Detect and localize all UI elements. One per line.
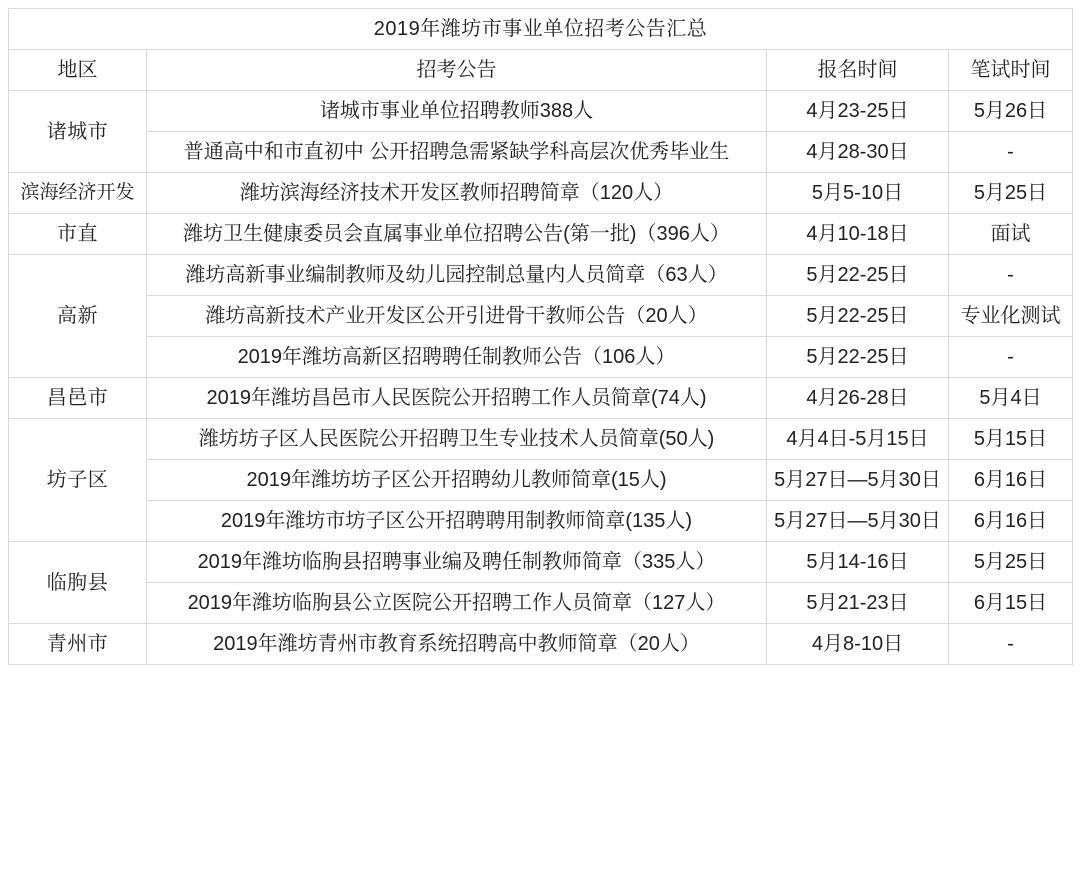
notice-link[interactable]: 2019年潍坊坊子区公开招聘幼儿教师简章(15人) [147, 460, 767, 501]
exam-time: 5月15日 [949, 419, 1073, 460]
notice-link[interactable]: 诸城市事业单位招聘教师388人 [147, 91, 767, 132]
signup-time: 5月22-25日 [767, 296, 949, 337]
table-row [9, 173, 1073, 214]
column-header-signup-time: 报名时间 [767, 50, 949, 91]
signup-time: 5月27日—5月30日 [767, 501, 949, 542]
notice-link[interactable]: 2019年潍坊青州市教育系统招聘高中教师简章（20人） [147, 624, 767, 665]
table-row [9, 296, 1073, 337]
signup-time: 5月14-16日 [767, 542, 949, 583]
notice-link[interactable]: 潍坊卫生健康委员会直属事业单位招聘公告(第一批)（396人） [147, 214, 767, 255]
column-header-region: 地区 [9, 50, 147, 91]
table-header-row [9, 50, 1073, 91]
region-cell: 市直 [9, 214, 147, 255]
signup-time: 4月26-28日 [767, 378, 949, 419]
table-title: 2019年潍坊市事业单位招考公告汇总 [9, 9, 1073, 50]
signup-time: 5月21-23日 [767, 583, 949, 624]
table-row [9, 132, 1073, 173]
exam-time: 面试 [949, 214, 1073, 255]
exam-time: - [949, 624, 1073, 665]
table-row [9, 337, 1073, 378]
table-row [9, 91, 1073, 132]
region-cell: 昌邑市 [9, 378, 147, 419]
signup-time: 5月22-25日 [767, 255, 949, 296]
table-row [9, 624, 1073, 665]
table-row [9, 255, 1073, 296]
table-row [9, 378, 1073, 419]
signup-time: 5月5-10日 [767, 173, 949, 214]
table-row [9, 460, 1073, 501]
column-header-exam-time: 笔试时间 [949, 50, 1073, 91]
exam-time: 5月26日 [949, 91, 1073, 132]
table-row [9, 419, 1073, 460]
exam-time: 6月15日 [949, 583, 1073, 624]
exam-time: 专业化测试 [949, 296, 1073, 337]
notice-link[interactable]: 2019年潍坊临朐县公立医院公开招聘工作人员简章（127人） [147, 583, 767, 624]
notice-link[interactable]: 2019年潍坊昌邑市人民医院公开招聘工作人员简章(74人) [147, 378, 767, 419]
exam-time: - [949, 132, 1073, 173]
table-title-row [9, 9, 1073, 50]
signup-time: 5月27日—5月30日 [767, 460, 949, 501]
signup-time: 4月23-25日 [767, 91, 949, 132]
notice-link[interactable]: 潍坊滨海经济技术开发区教师招聘简章（120人） [147, 173, 767, 214]
region-cell: 滨海经济开发 [9, 173, 147, 214]
exam-time: - [949, 255, 1073, 296]
exam-time: 5月25日 [949, 542, 1073, 583]
exam-time: - [949, 337, 1073, 378]
notice-link[interactable]: 2019年潍坊市坊子区公开招聘聘用制教师简章(135人) [147, 501, 767, 542]
signup-time: 4月10-18日 [767, 214, 949, 255]
exam-time: 5月25日 [949, 173, 1073, 214]
exam-time: 5月4日 [949, 378, 1073, 419]
table-row [9, 501, 1073, 542]
notice-link[interactable]: 潍坊高新技术产业开发区公开引进骨干教师公告（20人） [147, 296, 767, 337]
notice-link[interactable]: 2019年潍坊高新区招聘聘任制教师公告（106人） [147, 337, 767, 378]
column-header-notice: 招考公告 [147, 50, 767, 91]
table-row [9, 583, 1073, 624]
region-cell: 高新 [9, 255, 147, 378]
signup-time: 4月8-10日 [767, 624, 949, 665]
notice-link[interactable]: 潍坊坊子区人民医院公开招聘卫生专业技术人员简章(50人) [147, 419, 767, 460]
notice-link[interactable]: 2019年潍坊临朐县招聘事业编及聘任制教师简章（335人） [147, 542, 767, 583]
table-row [9, 542, 1073, 583]
exam-time: 6月16日 [949, 501, 1073, 542]
region-cell: 坊子区 [9, 419, 147, 542]
notice-link[interactable]: 普通高中和市直初中 公开招聘急需紧缺学科高层次优秀毕业生 [147, 132, 767, 173]
signup-time: 4月28-30日 [767, 132, 949, 173]
signup-time: 4月4日-5月15日 [767, 419, 949, 460]
notice-link[interactable]: 潍坊高新事业编制教师及幼儿园控制总量内人员简章（63人） [147, 255, 767, 296]
region-cell: 临朐县 [9, 542, 147, 624]
region-cell: 诸城市 [9, 91, 147, 173]
table-row [9, 214, 1073, 255]
exam-time: 6月16日 [949, 460, 1073, 501]
announcement-table [8, 8, 1073, 665]
region-cell: 青州市 [9, 624, 147, 665]
signup-time: 5月22-25日 [767, 337, 949, 378]
